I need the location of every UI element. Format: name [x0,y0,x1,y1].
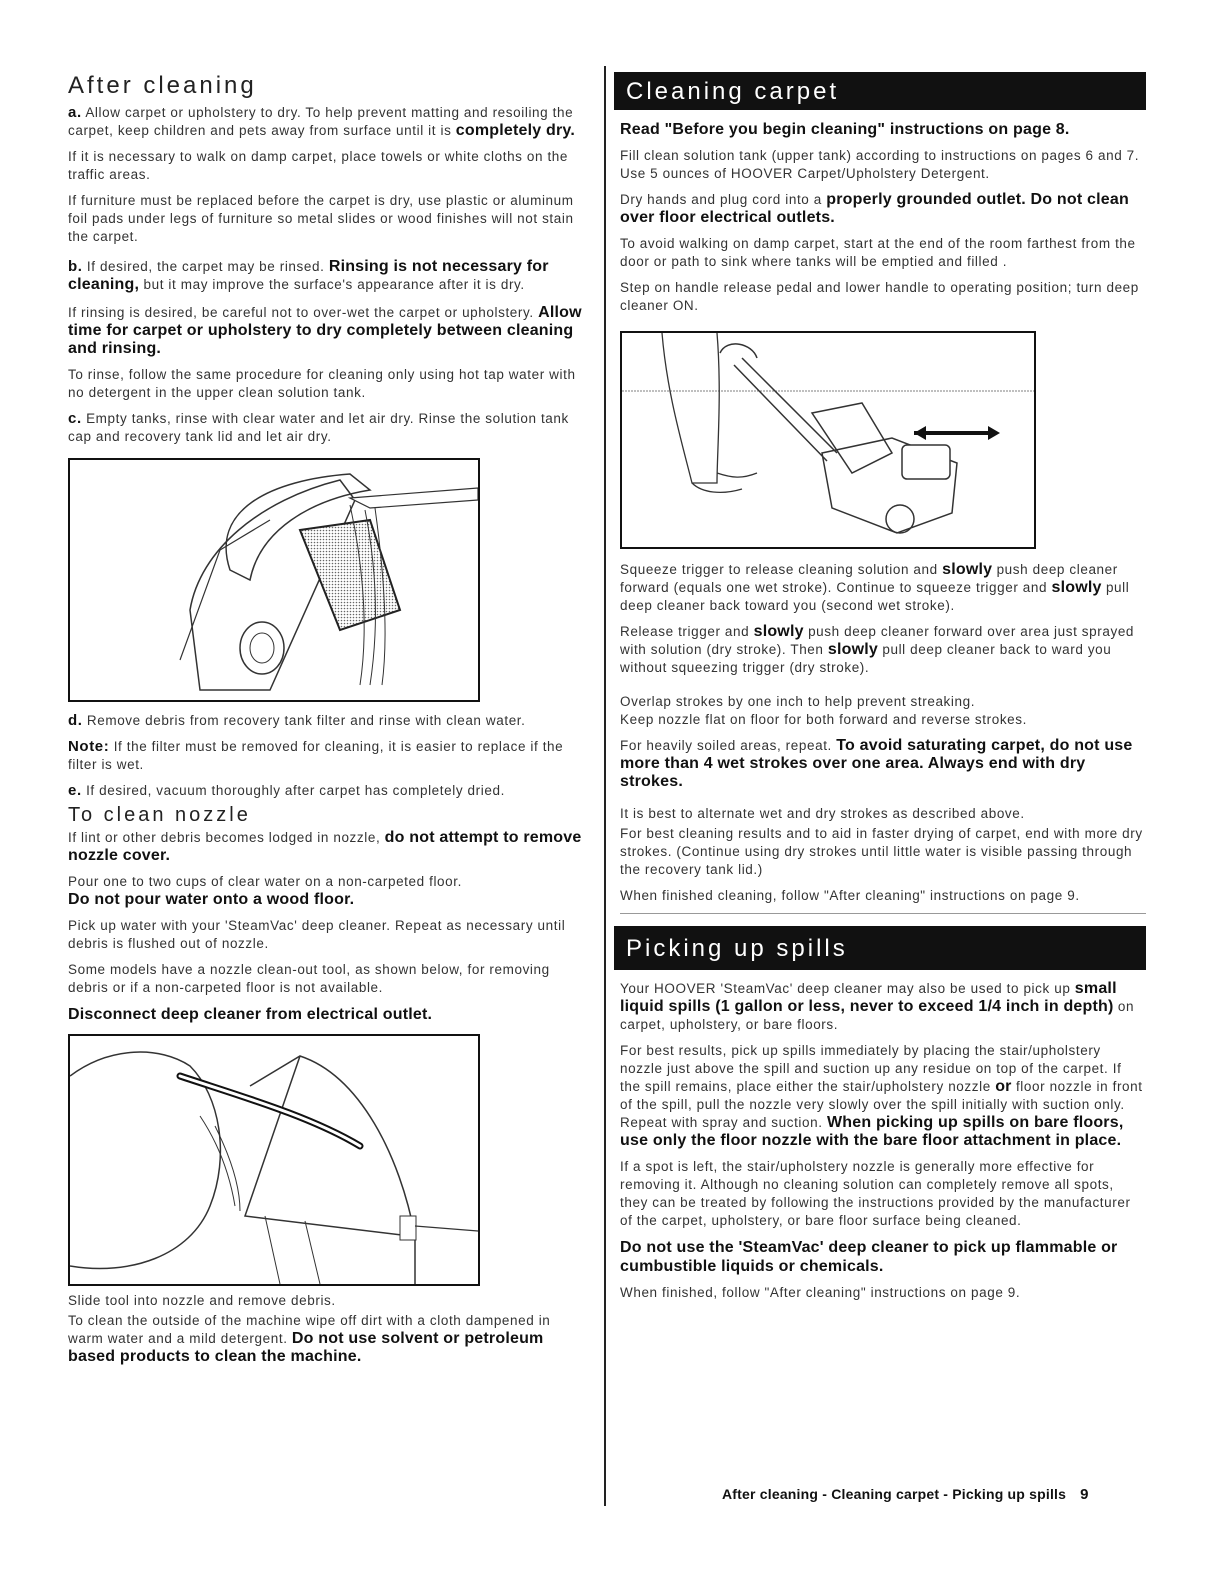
page-footer [722,1486,1089,1503]
spills-p2-b: floor nozzle in front of the spill, pull the nozzle very slowly over the spill initially with suction only. Repeat with spray and suction. [620,1079,1143,1130]
step-d-label: d. [68,712,83,729]
step-d [68,712,588,730]
release-text-1: Release trigger and [620,624,750,639]
step-b-text2: but it may improve the surface's appearance after it is dry. [143,277,525,292]
spills-p2-bold: When picking up spills on bare floors, use only the floor nozzle with the bare floor attachment in place. [620,1114,1124,1149]
release-paragraph [620,623,1146,677]
rinse-bold: Allow time for carpet or upholstery to dry completely between cleaning and rinsing. [68,304,582,357]
nozzle-paragraph-5 [68,1312,588,1366]
step-b-label: b. [68,258,83,275]
step-a [68,104,588,140]
step-b [68,258,588,294]
slowly-2: slowly [1051,579,1102,596]
avoid-paragraph: To avoid walking on damp carpet, start at the end of the room farthest from the door or path to sink where tanks will be emptied and filled . [620,236,1136,269]
squeeze-paragraph [620,561,1146,615]
nozzle-paragraph-2 [68,873,588,909]
nozzle-tool-illustration [70,1036,478,1284]
spills-paragraph-1 [620,980,1146,1034]
heavy-bold: To avoid saturating carpet, do not use more than 4 wet strokes over one area. Always end with dry strokes. [620,737,1133,790]
step-b-text1: If desired, the carpet may be rinsed. [86,259,325,274]
squeeze-text-1: Squeeze trigger to release cleaning solution and [620,562,938,577]
step-e [68,782,588,800]
nozzle-tool-figure [68,1034,480,1286]
step-paragraph: Step on handle release pedal and lower handle to operating position; turn deep cleaner ON. [620,280,1139,313]
spills-paragraph-4: When finished, follow "After cleaning" instructions on page 9. [620,1285,1021,1300]
squeeze-text-3: pull deep cleaner back toward you (second wet stroke). [620,580,1130,613]
nozzle-caption: Slide tool into nozzle and remove debris. [68,1293,336,1308]
heavy-text: For heavily soiled areas, repeat. [620,738,832,753]
clean-nozzle-heading: To clean nozzle [68,804,251,826]
section-divider [620,913,1146,914]
vacuum-operation-illustration [622,333,1034,547]
step-c-text: Empty tanks, rinse with clear water and let air dry. Rinse the solution tank cap and recovery tank lid and let air dry. [68,411,569,444]
spills-p1-bold: small liquid spills (1 gallon or less, never to exceed 1/4 inch in depth) [620,980,1117,1015]
note-label: Note: [68,738,110,755]
footer-text: After cleaning - Cleaning carpet - Picking up spills [722,1486,1067,1502]
disconnect-warning: Disconnect deep cleaner from electrical outlet. [68,1006,433,1023]
column-divider [604,66,606,1506]
release-text-3: pull deep cleaner back to ward you without squeezing trigger (dry stroke). [620,642,1112,675]
step-e-text: If desired, vacuum thoroughly after carpet has completely dried. [86,783,505,798]
after-cleaning-heading: After cleaning [68,72,257,99]
release-text-2: push deep cleaner forward over area just sprayed with solution (dry stroke). Then [620,624,1135,657]
rinse-paragraph-2: To rinse, follow the same procedure for cleaning only using hot tap water with no detergent in the upper clean solution tank. [68,367,576,400]
furniture-paragraph: If furniture must be replaced before the carpet is dry, use plastic or aluminum foil pads under legs of furniture so metal slides or wood finishes will not stain the carpet. [68,193,574,244]
dry-hands-paragraph [620,191,1146,227]
right-column [620,70,1146,1310]
flammable-warning: Do not use the 'SteamVac' deep cleaner to pick up flammable or cumbustible liquids or chemicals. [620,1239,1118,1275]
spills-p1-end: on carpet, upholstery, or bare floors. [620,999,1135,1032]
rinse-text: If rinsing is desired, be careful not to over-wet the carpet or upholstery. [68,305,534,320]
spills-paragraph-3: If a spot is left, the stair/upholstery nozzle is generally more effective for removing it. Although no cleaning solution can completely remove all spots, they can be treated by following the instructions provided by the manufacturer of the carpet, upholstery, or bare floor surface being cleaned. [620,1159,1131,1228]
walk-paragraph: If it is necessary to walk on damp carpet, place towels or white cloths on the traffic areas. [68,149,569,182]
nozzle-p2-bold: Do not pour water onto a wood floor. [68,891,355,908]
spills-p1-text: Your HOOVER 'SteamVac' deep cleaner may also be used to pick up [620,981,1071,996]
picking-up-spills-banner: Picking up spills [614,926,1146,970]
cleaning-carpet-banner: Cleaning carpet [614,72,1146,110]
recovery-tank-illustration [70,460,478,700]
spills-p2-or: or [995,1078,1012,1095]
read-instructions: Read "Before you begin cleaning" instructions on page 8. [620,121,1070,138]
spills-p2-text: For best results, pick up spills immediately by placing the stair/upholstery nozzle just above the spill and suction up any residue on top of the carpet. If the spill remains, place either the stair/upholstery nozzle [620,1043,1122,1094]
nozzle-p5-text: To clean the outside of the machine wipe off dirt with a cloth dampened in warm water and a mild detergent. [68,1313,551,1346]
fill-paragraph: Fill clean solution tank (upper tank) according to instructions on pages 6 and 7. Use 5 ounces of HOOVER Carpet/Upholstery Detergent. [620,148,1140,181]
finished-paragraph: When finished cleaning, follow "After cleaning" instructions on page 9. [620,888,1080,903]
step-a-label: a. [68,104,82,121]
slowly-1: slowly [942,561,993,578]
page-number: 9 [1080,1486,1089,1503]
dry-hands-text: Dry hands and plug cord into a [620,192,822,207]
step-e-label: e. [68,782,82,799]
step-a-text: Allow carpet or upholstery to dry. To help prevent matting and resoiling the carpet, keep children and pets away from surface until it is [68,105,574,138]
heavy-paragraph [620,737,1146,791]
vacuum-operation-figure [620,331,1036,549]
step-a-bold: completely dry. [455,122,575,139]
step-c-label: c. [68,410,82,427]
best-paragraph: It is best to alternate wet and dry strokes as described above. [620,806,1025,821]
slowly-3: slowly [753,623,804,640]
slowly-4: slowly [827,641,878,658]
nozzle-p5-bold: Do not use solvent or petroleum based products to clean the machine. [68,1330,544,1365]
keep-paragraph: Keep nozzle flat on floor for both forward and reverse strokes. [620,712,1027,727]
note [68,738,588,774]
nozzle-paragraph-1 [68,829,588,865]
step-c [68,410,588,446]
results-paragraph: For best cleaning results and to aid in faster drying of carpet, end with more dry strokes. (Continue using dry strokes until little water is visible passing through the recovery tank lid.) [620,826,1143,877]
left-column [68,60,588,1374]
rinse-paragraph-1 [68,304,588,358]
step-d-text: Remove debris from recovery tank filter and rinse with clean water. [86,713,526,728]
nozzle-paragraph-3: Pick up water with your 'SteamVac' deep cleaner. Repeat as necessary until debris is flushed out of nozzle. [68,918,566,951]
dry-hands-bold: properly grounded outlet. Do not clean over floor electrical outlets. [620,191,1129,226]
nozzle-p1-bold: do not attempt to remove nozzle cover. [68,829,582,864]
overlap-paragraph: Overlap strokes by one inch to help prevent streaking. [620,694,976,709]
nozzle-p2-text: Pour one to two cups of clear water on a non-carpeted floor. [68,874,462,889]
note-text: If the filter must be removed for cleaning, it is easier to replace if the filter is wet. [68,739,564,772]
recovery-tank-figure [68,458,480,702]
spills-paragraph-2 [620,1042,1146,1150]
squeeze-text-2: push deep cleaner forward (equals one wet stroke). Continue to squeeze trigger and [620,562,1118,595]
nozzle-paragraph-4: Some models have a nozzle clean-out tool, as shown below, for removing debris or if a non-carpeted floor is not available. [68,962,550,995]
step-b-bold: Rinsing is not necessary for cleaning, [68,258,549,293]
nozzle-p1-text: If lint or other debris becomes lodged in nozzle, [68,830,381,845]
